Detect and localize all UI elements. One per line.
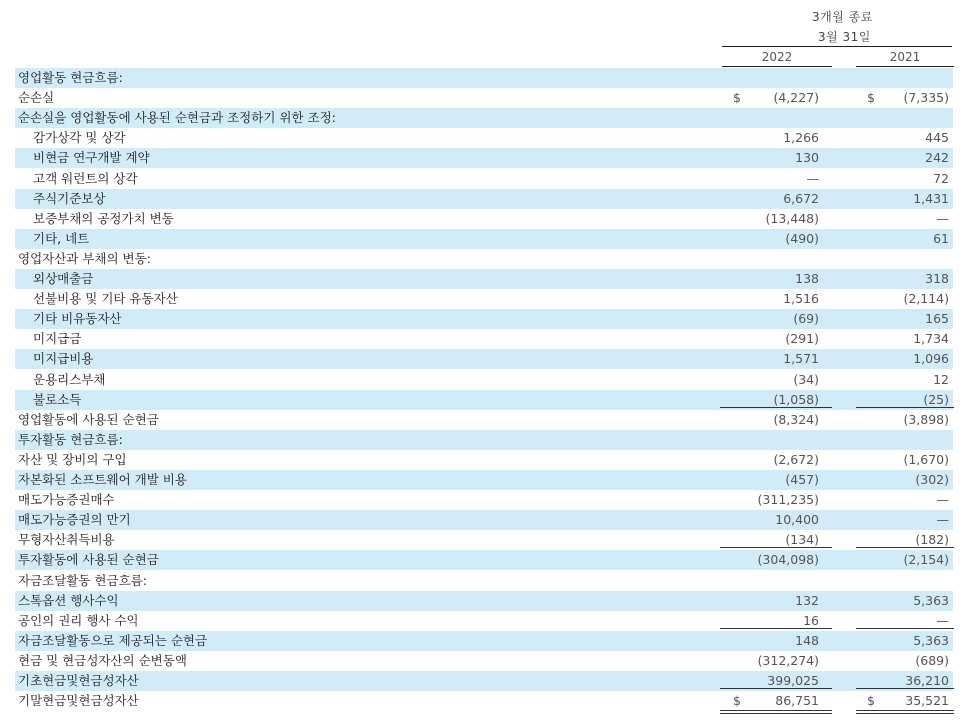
row-label: 순손실을 영업활동에 사용된 순현금과 조정하기 위한 조정: [18,110,336,126]
value-2021: (3,898) [903,411,949,427]
value-2022: 86,751 [775,693,819,709]
row-label: 비현금 연구개발 계약 [33,150,150,166]
table-row [15,309,953,329]
row-label: 스톡옵션 행사수익 [18,592,119,608]
value-2021: 1,734 [913,331,949,347]
value-2021: 1,096 [913,351,949,367]
year-underline-2021 [856,66,954,67]
table-row [15,430,953,450]
value-2021: (2,114) [903,291,949,307]
value-2021: (25) [923,391,949,407]
row-label: 자금조달활동 현금흐름: [18,572,147,588]
row-label: 주식기준보상 [33,190,106,206]
table-row [15,510,953,530]
row-label: 영업자산과 부채의 변동: [18,250,151,266]
value-2021: (302) [915,472,949,487]
value-2021: 165 [925,311,949,327]
row-label: 매도가능증권의 만기 [18,512,131,528]
table-row [15,550,953,570]
value-2021: 445 [925,130,949,146]
table-row [15,470,953,490]
value-2021: — [936,512,949,528]
subtotal-rule [856,628,954,629]
subtotal-rule [856,688,954,689]
value-2022: 1,571 [783,351,819,367]
row-label: 고객 워런트의 상각 [33,170,138,186]
value-2022: (134) [785,532,819,548]
value-2022: 130 [795,150,819,166]
table-row [15,269,953,289]
value-2021: 72 [933,170,949,186]
row-label: 영업활동에 사용된 순현금 [18,411,159,427]
table-row [15,450,953,470]
value-2022: (69) [793,311,819,327]
subtotal-rule [856,407,954,408]
table-row [15,209,953,229]
value-2022: (490) [785,230,819,246]
value-2021: 61 [933,230,949,246]
table-row [15,249,953,269]
value-2022: 138 [795,271,819,286]
row-label: 선불비용 및 기타 유동자산 [33,291,178,307]
value-2022: 1,516 [783,291,819,307]
value-2022: 399,025 [767,673,819,688]
value-2022: (291) [785,331,819,347]
total-double-rule [720,713,832,714]
table-row [15,410,953,430]
value-2021: 1,431 [913,190,949,206]
table-row [15,651,953,671]
header-divider [722,46,952,47]
value-2022: 1,266 [783,130,819,146]
row-label: 기말현금및현금성자산 [18,693,139,709]
value-2021: (1,670) [903,451,949,467]
period-label: 3개월 종료 [812,10,873,24]
table-row [15,691,953,711]
row-label: 자본화된 소프트웨어 개발 비용 [18,472,187,487]
table-row [15,68,953,88]
row-label: 기타 비유동자산 [33,311,122,327]
currency-symbol: $ [733,90,741,106]
value-2021: (689) [915,652,949,668]
value-2022: 148 [795,632,819,648]
row-label: 영업활동 현금흐름: [18,70,123,85]
table-row [15,189,953,209]
value-2022: (13,448) [765,210,819,226]
subtotal-rule [720,688,832,689]
table-row [15,169,953,189]
value-2021: — [936,492,949,508]
value-2022: (1,058) [773,391,819,407]
table-row [15,108,953,128]
value-2021: 318 [925,271,949,286]
subtotal-rule [720,547,832,548]
value-2022: 132 [795,592,819,608]
subtotal-rule [720,407,832,408]
value-2021: 36,210 [905,673,949,688]
table-row [15,370,953,390]
table-row [15,571,953,591]
year-2021: 2021 [889,50,921,64]
row-label: 불로소득 [33,391,82,407]
table-row [15,349,953,369]
row-label: 자산 및 장비의 구입 [18,451,127,467]
value-2021: 12 [933,371,949,387]
row-label: 매도가능증권매수 [18,492,115,508]
table-row [15,148,953,168]
value-2021: (182) [915,532,949,548]
row-label: 현금 및 현금성자산의 순변동액 [18,652,187,668]
row-label: 감가상각 및 상각 [33,130,126,146]
total-double-rule [856,713,954,714]
row-label: 투자활동 현금흐름: [18,431,123,447]
table-row [15,229,953,249]
row-label: 순손실 [18,90,55,106]
currency-symbol: $ [733,693,741,709]
value-2022: (457) [785,472,819,487]
total-double-rule [856,710,954,711]
value-2022: (311,235) [757,492,819,508]
value-2022: (8,324) [773,411,819,427]
value-2022: (304,098) [757,552,819,568]
value-2022: — [806,170,819,186]
year-2022: 2022 [761,50,793,64]
table-row [15,128,953,148]
date-label: 3월 31일 [818,30,871,44]
row-label: 운용리스부채 [33,371,106,387]
value-2022: (2,672) [773,451,819,467]
row-label: 기초현금및현금성자산 [18,673,139,688]
subtotal-rule [856,547,954,548]
value-2021: 242 [925,150,949,166]
row-label: 공인의 권리 행사 수익 [18,612,139,628]
row-label: 보증부채의 공정가치 변동 [33,210,174,226]
value-2022: 16 [803,612,819,628]
total-double-rule [720,710,832,711]
row-label: 무형자산취득비용 [18,532,115,548]
row-label: 미지급비용 [33,351,94,367]
currency-symbol: $ [867,693,875,709]
value-2021: 5,363 [913,632,949,648]
value-2021: — [936,210,949,226]
table-row [15,289,953,309]
value-2022: (34) [793,371,819,387]
row-label: 자금조달활동으로 제공되는 순현금 [18,632,208,648]
value-2022: (4,227) [773,90,819,106]
table-row [15,329,953,349]
currency-symbol: $ [867,90,875,106]
value-2022: 6,672 [783,190,819,206]
row-label: 외상매출금 [33,271,94,286]
table-row [15,88,953,108]
value-2021: — [936,612,949,628]
value-2021: (7,335) [903,90,949,106]
year-underline-2022 [722,66,832,67]
value-2022: 10,400 [775,512,819,528]
row-label: 미지급금 [33,331,82,347]
table-row [15,631,953,651]
table-row [15,591,953,611]
value-2021: 5,363 [913,592,949,608]
value-2021: 35,521 [905,693,949,709]
value-2022: (312,274) [757,652,819,668]
row-label: 투자활동에 사용된 순현금 [18,552,159,568]
subtotal-rule [720,628,832,629]
row-label: 기타, 네트 [33,230,90,246]
value-2021: (2,154) [903,552,949,568]
table-row [15,490,953,510]
